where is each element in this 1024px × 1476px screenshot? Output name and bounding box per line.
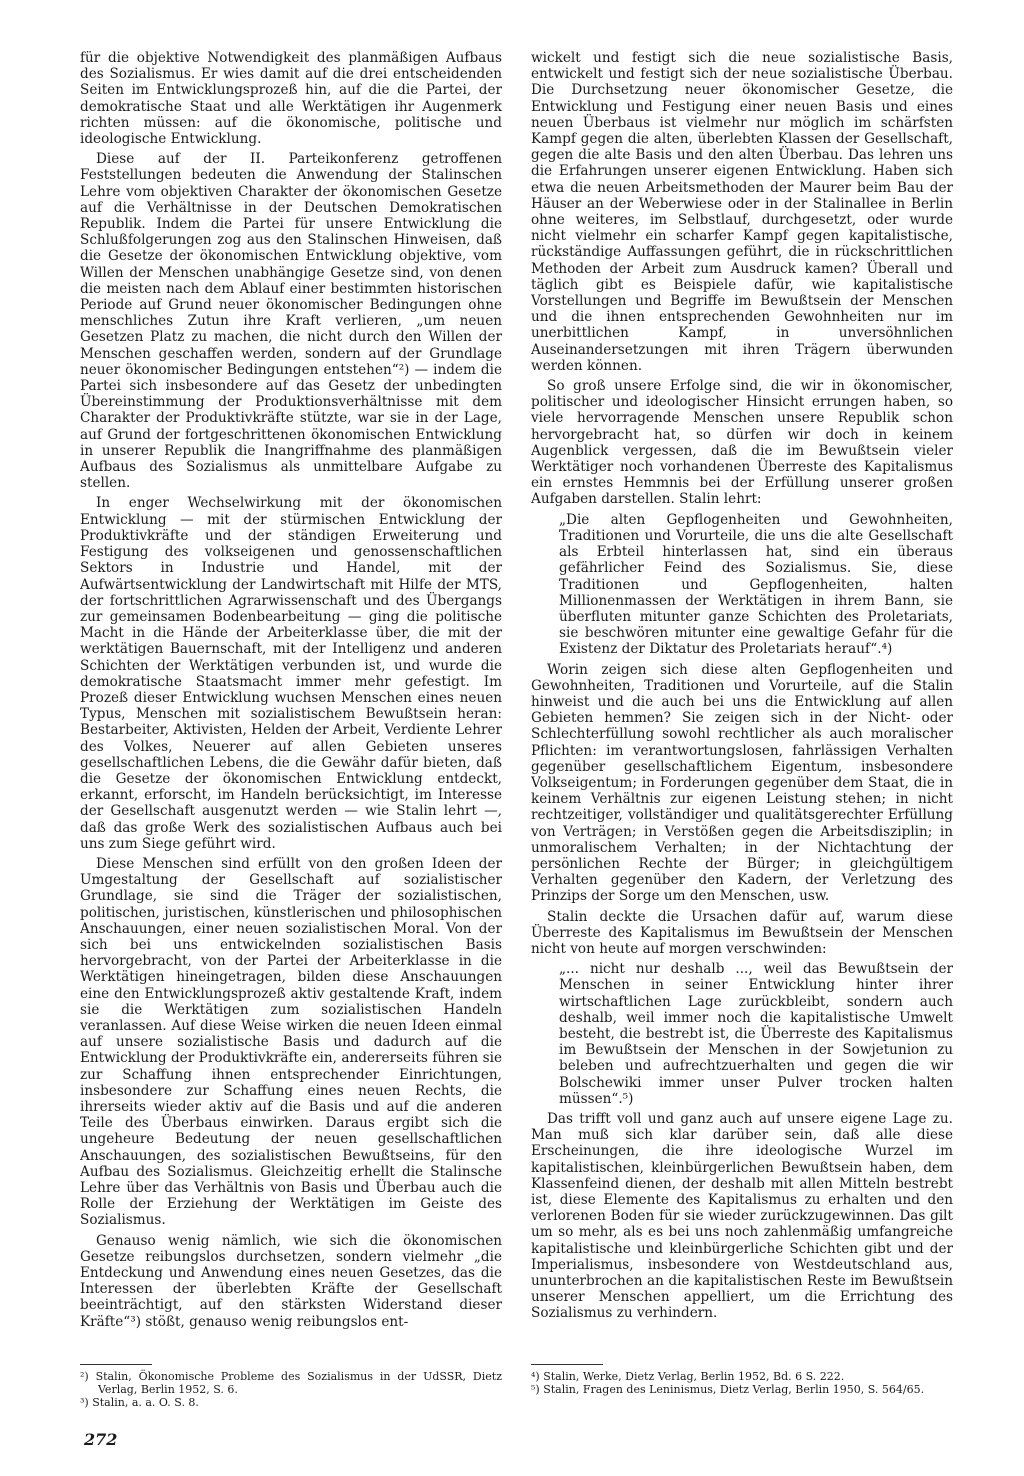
paragraph: für die objektive Notwendigkeit des planmäßigen Aufbaus des Sozialismus. Er wies damit auf die drei entscheidenden Seiten im Entwicklungsprozeß hin, auf die die Partei, der demokratische Staat und alle Werktätigen ihr Augenmerk richten müssen: auf die ökonomische, politische und ideologische Entwicklung. xyxy=(80,50,502,148)
right-footnote-rule xyxy=(531,1364,603,1365)
page-number: 272 xyxy=(84,1430,118,1449)
block-quote: „... nicht nur deshalb ..., weil das Bewußtsein der Menschen in seiner Entwicklung hinter ihrer wirtschaftlichen Lage zurückbleibt, sondern auch deshalb, weil immer noch die kapitalistische Umwelt besteht, die bestrebt ist, die Überreste des Kapitalismus im Bewußtsein der Menschen in der Sowjetunion zu beleben und aufrechtzuerhalten und gegen die wir Bolschewiki immer unser Pulver trocken halten müssen“.⁵) xyxy=(559,961,953,1107)
right-footnotes xyxy=(531,1370,953,1396)
left-footnote-rule xyxy=(80,1364,152,1365)
footnote: ⁵) Stalin, Fragen des Leninismus, Dietz Verlag, Berlin 1950, S. 564/65. xyxy=(531,1383,925,1396)
block-quote: „Die alten Gepflogenheiten und Gewohnheiten, Traditionen und Vorurteile, die uns die alte Gesellschaft als Erbteil hinterlassen hat, sind ein überaus gefährlicher Feind des Sozialismus. Sie, diese Traditionen und Gepflogenheiten, halten Millionenmassen der Werktätigen in ihrem Bann, sie überfluten mitunter ganze Schichten des Proletariats, sie beschwören mitunter eine gewaltige Gefahr für die Existenz der Diktatur des Proletariats herauf“.⁴) xyxy=(559,511,953,658)
footnote: ⁴) Stalin, Werke, Dietz Verlag, Berlin 1952, Bd. 6 S. 222. xyxy=(531,1370,845,1383)
footnote: ²) Stalin, Ökonomische Probleme des Sozialismus in der UdSSR, Dietz Verlag, Berlin 1952, S. 6. xyxy=(80,1370,502,1396)
paragraph: wickelt und festigt sich die neue sozialistische Basis, entwickelt und festigt sich der neue sozialistische Überbau. Die Durchsetzung neuer ökonomischer Gesetze, die Entwicklung und Festigung einer neuen Basis und eines neuen Überbaus ist vielmehr nur möglich im schärfsten Kampf gegen die alten, überlebten Klassen der Gesellschaft, gegen die alte Basis und den alten Überbau. Das lehren uns die Erfahrungen unserer eigenen Entwicklung. Haben sich etwa die neuen Arbeitsmethoden der Maurer beim Bau der Häuser an der Weberwiese oder in der Stalinallee in Berlin ohne weiteres, im Selbstlauf, durchgesetzt, oder wurde nicht vielmehr ein scharfer Kampf gegen kapitalistische, rückständige Auffassungen geführt, die in rückschrittlichen Methoden der Arbeit zum Ausdruck kamen? Überall und täglich gibt es Beispiele dafür, wie kapitalistische Vorstellungen und Begriffe im Bewußtsein der Menschen und die ihnen entsprechenden Gewohnheiten nur im unerbittlichen Kampf, in unversöhnlichen Auseinandersetzungen mit ihren Trägern überwunden werden können. xyxy=(531,50,953,374)
paragraph: In enger Wechselwirkung mit der ökonomischen Entwicklung — mit der stürmischen Entwicklung der Produktivkräfte und der ständigen Erweiterung und Festigung des volkseigenen und genossenschaftlichen Sektors in Industrie und Handel, mit der Aufwärtsentwicklung der Landwirtschaft mit Hilfe der MTS, der fortschrittlichen Agrarwissenschaft und des Übergangs zur gemeinsamen Bodenbearbeitung — ging die politische Macht in die Hände der Arbeiterklasse über, die mit der werktätigen Bauernschaft, mit der Intelligenz und anderen Schichten der Werktätigen verbunden ist, und wurde die demokratische Staatsmacht immer mehr gefestigt. Im Prozeß dieser Entwicklung wuchsen Menschen eines neuen Typus, Menschen mit sozialistischem Bewußtsein heran: Bestarbeiter, Aktivisten, Helden der Arbeit, Verdiente Lehrer des Volkes, Neuerer auf allen Gebieten unseres gesellschaftlichen Lebens, die die Gewähr dafür bieten, daß die Gesetze der ökonomischen Entwicklung entdeckt, erkannt, erforscht, im Handeln berücksichtigt, im Interesse der Gesellschaft ausgenutzt werden — wie Stalin lehrt —, daß das große Werk des sozialistischen Aufbaus auch bei uns zum Siege geführt wird. xyxy=(80,495,502,852)
left-column xyxy=(80,50,502,1352)
left-column-text xyxy=(80,50,502,1352)
paragraph: Genauso wenig nämlich, wie sich die ökonomischen Gesetze reibungslos durchsetzen, sondern vielmehr „die Entdeckung und Anwendung eines neuen Gesetzes, das die Interessen der überlebten Kräfte der Gesellschaft beeinträchtigt, auf den stärksten Widerstand dieser Kräfte“³) stößt, genauso wenig reibungslos ent- xyxy=(80,1232,502,1330)
right-column-text xyxy=(531,50,953,1352)
footnote: ³) Stalin, a. a. O. S. 8. xyxy=(80,1396,199,1409)
left-footnotes xyxy=(80,1370,502,1409)
paragraph: So groß unsere Erfolge sind, die wir in ökonomischer, politischer und ideologischer Hinsicht errungen haben, so viele hervorragende Menschen unsere Republik schon hervorgebracht hat, so dürfen wir doch in keinem Augenblick vergessen, daß die im Bewußtsein vieler Werktätiger noch vorhandenen Überreste des Kapitalismus ein ernstes Hemmnis bei der Erfüllung unserer großen Aufgaben darstellen. Stalin lehrt: xyxy=(531,378,953,508)
right-column xyxy=(531,50,953,1352)
paragraph: Diese Menschen sind erfüllt von den großen Ideen der Umgestaltung der Gesellschaft auf sozialistischer Grundlage, sie sind die Träger der sozialistischen, politischen, juristischen, künstlerischen und philosophischen Anschauungen, einer neuen sozialistischen Moral. Von der sich bei uns entwickelnden sozialistischen Basis hervorgebracht, von der Partei der Arbeiterklasse in die Werktätigen hineingetragen, bilden diese Anschauungen eine den Entwicklungsprozeß aktiv gestaltende Kraft, indem sie die Werktätigen zum sozialistischen Handeln veranlassen. Auf diese Weise wirken die neuen Ideen einmal auf unsere sozialistische Basis und dadurch auf die Entwicklung der Produktivkräfte ein, andererseits führen sie zur Schaffung ihnen entsprechender Einrichtungen, insbesondere zur Schaffung eines neuen Rechts, die ihrerseits wieder aktiv auf die Basis und auf die anderen Teile des Überbaus einwirken. Daraus ergibt sich die ungeheure Bedeutung der neuen gesellschaftlichen Anschauungen, des sozialistischen Bewußtseins, für den Aufbau des Sozialismus. Gleichzeitig erhellt die Stalinsche Lehre über das Verhältnis von Basis und Überbau auch die Rolle der Erziehung der Werktätigen im Geiste des Sozialismus. xyxy=(80,855,502,1229)
paragraph: Das trifft voll und ganz auch auf unsere eigene Lage zu. Man muß sich klar darüber sein, daß alle diese Erscheinungen, die ihre ideologische Wurzel im kapitalistischen, kleinbürgerlichen Bewußtsein haben, dem Klassenfeind dienen, der deshalb mit allen Mitteln bestrebt ist, diese Elemente des Kapitalismus zu erhalten und den verlorenen Boden für sie wieder zurückzugewinnen. Das gilt um so mehr, als es bei uns noch zahlenmäßig umfangreiche kapitalistische und kleinbürgerliche Schichten gibt und der Imperialismus, insbesondere von Westdeutschland aus, ununterbrochen an die kapitalistischen Reste im Bewußtsein unserer Menschen appelliert, um die Errichtung des Sozialismus zu verhindern. xyxy=(531,1111,953,1322)
paragraph: Diese auf der II. Parteikonferenz getroffenen Feststellungen bedeuten die Anwendung der Stalinschen Lehre vom objektiven Charakter der ökonomischen Gesetze auf die Verhältnisse in der Deutschen Demokratischen Republik. Indem die Partei für unsere Entwicklung die Schlußfolgerungen zog aus den Stalinschen Hinweisen, daß die Gesetze der ökonomischen Entwicklung objektive, vom Willen der Menschen unabhängige Gesetze sind, von denen die meisten nach dem Ablauf einer bestimmten historischen Periode auf Grund neuer ökonomischer Bedingungen ohne menschliches Zutun ihre Kraft verlieren, „um neuen Gesetzen Platz zu machen, die nicht durch den Willen der Menschen geschaffen werden, sondern auf der Grundlage neuer ökonomischer Bedingungen entstehen“²) — indem die Partei sich insbesondere auf das Gesetz der unbedingten Übereinstimmung der Produktionsverhältnisse mit dem Charakter der Produktivkräfte stützte, war sie in der Lage, auf Grund der fortgeschrittenen ökonomischen Entwicklung in unserer Republik die Inangriffnahme des planmäßigen Aufbaus des Sozialismus als unmittelbare Aufgabe zu stellen. xyxy=(80,151,502,492)
paragraph: Worin zeigen sich diese alten Gepflogenheiten und Gewohnheiten, Traditionen und Vorurteile, auf die Stalin hinweist und die auch bei uns die Entwicklung auf allen Gebieten hemmen? Sie zeigen sich in der Nicht- oder Schlechterfüllung sowohl rechtlicher als auch moralischer Pflichten: im verantwortungslosen, fahrlässigen Verhalten gegenüber gesellschaftlichem Eigentum, insbesondere Volkseigentum; in Forderungen gegenüber dem Staat, die in keinem Verhältnis zur eigenen Leistung stehen; in nicht rechtzeitiger, vollständiger und qualitätsgerechter Erfüllung von Verträgen; in Verstößen gegen die Arbeitsdisziplin; in unmoralischem Verhalten; in der Nichtachtung der persönlichen Rechte der Bürger; in gleichgültigem Verhalten gegenüber den Kadern, der Verletzung des Prinzips der Sorge um den Menschen, usw. xyxy=(531,661,953,905)
paragraph: Stalin deckte die Ursachen dafür auf, warum diese Überreste des Kapitalismus im Bewußtsein der Menschen nicht von heute auf morgen verschwinden: xyxy=(531,908,953,957)
